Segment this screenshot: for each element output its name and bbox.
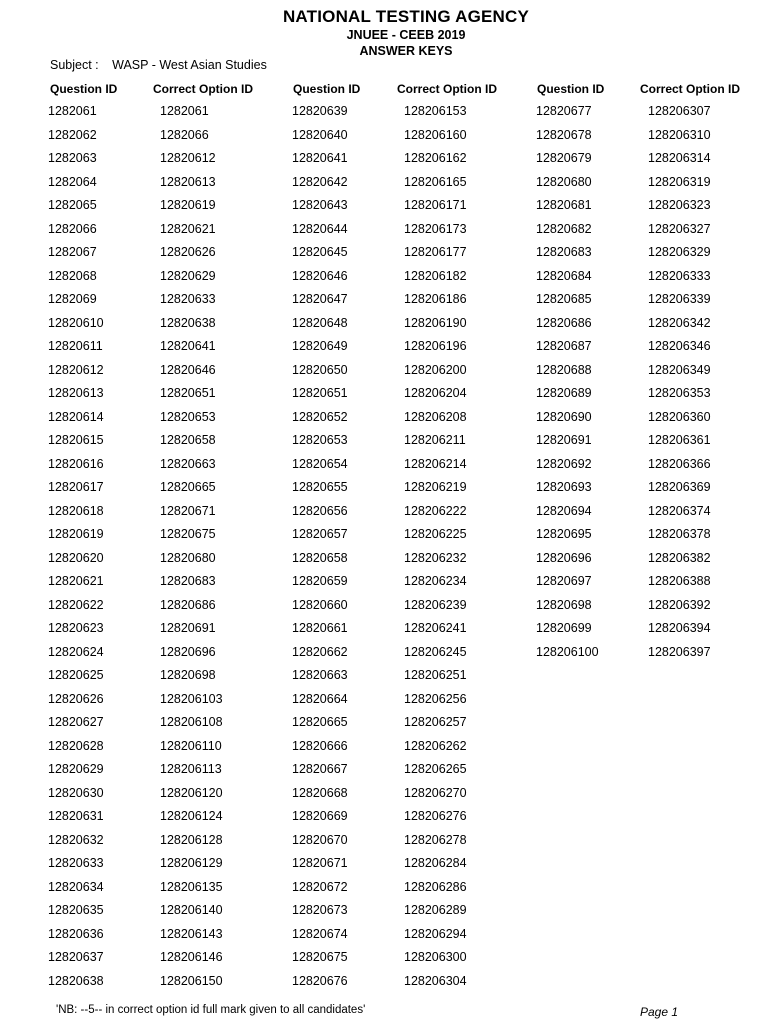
question-id-cell: 12820695 xyxy=(536,527,592,541)
correct-option-id-cell: 128206382 xyxy=(648,550,711,565)
question-id-cell: 12820674 xyxy=(292,926,348,941)
column-header-question-id-3: Question ID xyxy=(537,82,605,96)
question-id-cell: 12820612 xyxy=(48,362,104,377)
question-id-cell: 12820675 xyxy=(292,950,348,964)
question-id-cell: 12820698 xyxy=(536,597,592,612)
correct-option-id-cell: 12820633 xyxy=(160,292,216,306)
correct-option-id-cell: 128206128 xyxy=(160,832,223,847)
question-id-cell: 12820676 xyxy=(292,973,348,988)
question-id-cell: 12820648 xyxy=(292,315,348,330)
correct-option-id-cell: 128206361 xyxy=(648,433,711,447)
question-id-cell: 12820647 xyxy=(292,292,348,306)
correct-option-id-cell: 128206304 xyxy=(404,973,467,988)
question-id-cell: 12820686 xyxy=(536,315,592,330)
correct-option-id-cell: 128206225 xyxy=(404,527,467,541)
correct-option-id-cell: 12820653 xyxy=(160,409,216,424)
correct-option-id-cell: 128206314 xyxy=(648,151,711,165)
correct-option-id-cell: 128206110 xyxy=(160,738,222,753)
correct-option-id-cell: 128206257 xyxy=(404,715,467,729)
correct-option-id-cell: 128206211 xyxy=(404,433,466,447)
question-id-cell: 12820699 xyxy=(536,621,592,635)
question-id-cell: 12820669 xyxy=(292,809,348,823)
question-id-cell: 12820664 xyxy=(292,691,348,706)
column-header-question-id-1: Question ID xyxy=(50,82,118,96)
correct-option-id-cell: 12820686 xyxy=(160,597,216,612)
question-id-cell: 12820645 xyxy=(292,245,348,259)
question-id-cell: 12820680 xyxy=(536,174,592,189)
correct-option-id-cell: 128206150 xyxy=(160,973,223,988)
question-id-cell: 12820665 xyxy=(292,715,348,729)
question-id-cell: 12820618 xyxy=(48,503,104,518)
question-id-cell: 12820633 xyxy=(48,856,104,870)
question-id-cell: 1282061 xyxy=(48,104,97,118)
correct-option-id-cell: 128206349 xyxy=(648,362,711,377)
question-id-cell: 12820614 xyxy=(48,409,104,424)
correct-option-id-cell: 128206200 xyxy=(404,362,467,377)
question-id-cell: 12820610 xyxy=(48,315,104,330)
correct-option-id-cell: 128206160 xyxy=(404,127,467,142)
question-id-cell: 12820657 xyxy=(292,527,348,541)
correct-option-id-cell: 128206366 xyxy=(648,456,711,471)
question-id-cell: 12820693 xyxy=(536,480,592,494)
question-id-cell: 1282068 xyxy=(48,268,97,283)
correct-option-id-cell: 128206173 xyxy=(404,221,467,236)
question-id-cell: 12820688 xyxy=(536,362,592,377)
correct-option-id-cell: 12820638 xyxy=(160,315,216,330)
question-id-cell: 12820617 xyxy=(48,480,104,494)
correct-option-id-cell: 128206162 xyxy=(404,151,467,165)
correct-option-id-cell: 128206369 xyxy=(648,480,711,494)
correct-option-id-cell: 128206256 xyxy=(404,691,467,706)
question-id-cell: 12820611 xyxy=(48,339,103,353)
question-id-cell: 12820616 xyxy=(48,456,104,471)
question-id-cell: 12820661 xyxy=(292,621,348,635)
footer-note: 'NB: --5-- in correct option id full mark given to all candidates' xyxy=(56,1004,366,1016)
question-id-cell: 12820692 xyxy=(536,456,592,471)
question-id-cell: 12820682 xyxy=(536,221,592,236)
question-id-cell: 12820642 xyxy=(292,174,348,189)
question-id-cell: 12820636 xyxy=(48,926,104,941)
correct-option-id-cell: 128206171 xyxy=(404,198,467,212)
correct-option-id-cell: 128206307 xyxy=(648,104,711,118)
question-id-cell: 12820619 xyxy=(48,527,104,541)
correct-option-id-cell: 128206113 xyxy=(160,762,222,776)
correct-option-id-cell: 12820698 xyxy=(160,668,216,682)
question-id-cell: 12820678 xyxy=(536,127,592,142)
correct-option-id-cell: 128206219 xyxy=(404,480,467,494)
correct-option-id-cell: 128206204 xyxy=(404,386,467,400)
question-id-cell: 1282067 xyxy=(48,245,97,259)
column-header-question-id-2: Question ID xyxy=(293,82,361,96)
correct-option-id-cell: 128206353 xyxy=(648,386,711,400)
question-id-cell: 12820691 xyxy=(536,433,592,447)
correct-option-id-cell: 12820651 xyxy=(160,386,216,400)
question-id-cell: 12820685 xyxy=(536,292,592,306)
correct-option-id-cell: 128206289 xyxy=(404,903,467,917)
correct-option-id-cell: 128206129 xyxy=(160,856,223,870)
question-id-cell: 12820673 xyxy=(292,903,348,917)
question-id-cell: 12820654 xyxy=(292,456,348,471)
question-id-cell: 12820659 xyxy=(292,574,348,588)
correct-option-id-cell: 1282066 xyxy=(160,127,209,142)
question-id-cell: 12820649 xyxy=(292,339,348,353)
correct-option-id-cell: 128206310 xyxy=(648,127,711,142)
question-id-cell: 12820622 xyxy=(48,597,104,612)
question-id-cell: 12820690 xyxy=(536,409,592,424)
correct-option-id-cell: 12820629 xyxy=(160,268,216,283)
correct-option-id-cell: 128206232 xyxy=(404,550,467,565)
correct-option-id-cell: 12820691 xyxy=(160,621,216,635)
question-id-cell: 12820646 xyxy=(292,268,348,283)
question-id-cell: 1282065 xyxy=(48,198,97,212)
correct-option-id-cell: 12820658 xyxy=(160,433,216,447)
subject-value: WASP - West Asian Studies xyxy=(112,58,267,72)
question-id-cell: 12820651 xyxy=(292,386,348,400)
correct-option-id-column-3 xyxy=(648,103,711,667)
question-id-cell: 12820625 xyxy=(48,668,104,682)
column-header-correct-option-id-3: Correct Option ID xyxy=(640,82,741,96)
question-id-column-3 xyxy=(536,103,599,667)
question-id-cell: 12820681 xyxy=(536,198,592,212)
correct-option-id-cell: 128206333 xyxy=(648,268,711,283)
correct-option-id-cell: 128206397 xyxy=(648,644,711,659)
correct-option-id-column-1 xyxy=(160,103,223,996)
correct-option-id-cell: 128206182 xyxy=(404,268,467,283)
correct-option-id-cell: 128206270 xyxy=(404,785,467,800)
correct-option-id-cell: 128206143 xyxy=(160,926,223,941)
question-id-cell: 12820694 xyxy=(536,503,592,518)
correct-option-id-cell: 128206329 xyxy=(648,245,711,259)
question-id-cell: 12820689 xyxy=(536,386,592,400)
question-id-cell: 12820684 xyxy=(536,268,592,283)
correct-option-id-cell: 128206165 xyxy=(404,174,467,189)
question-id-cell: 12820652 xyxy=(292,409,348,424)
correct-option-id-cell: 12820675 xyxy=(160,527,216,541)
correct-option-id-cell: 12820683 xyxy=(160,574,216,588)
correct-option-id-cell: 128206327 xyxy=(648,221,711,236)
question-id-cell: 12820630 xyxy=(48,785,104,800)
subject-line xyxy=(50,58,267,72)
correct-option-id-cell: 128206276 xyxy=(404,809,467,823)
correct-option-id-cell: 12820665 xyxy=(160,480,216,494)
correct-option-id-cell: 128206300 xyxy=(404,950,467,964)
correct-option-id-cell: 128206262 xyxy=(404,738,467,753)
question-id-cell: 12820668 xyxy=(292,785,348,800)
correct-option-id-cell: 12820663 xyxy=(160,456,216,471)
question-id-cell: 12820677 xyxy=(536,104,592,118)
question-id-cell: 12820671 xyxy=(292,856,348,870)
question-id-cell: 12820627 xyxy=(48,715,104,729)
question-id-column-2 xyxy=(292,103,348,996)
question-id-cell: 12820637 xyxy=(48,950,104,964)
question-id-cell: 12820641 xyxy=(292,151,348,165)
question-id-cell: 12820666 xyxy=(292,738,348,753)
correct-option-id-cell: 128206374 xyxy=(648,503,711,518)
correct-option-id-cell: 128206177 xyxy=(404,245,467,259)
correct-option-id-cell: 128206186 xyxy=(404,292,467,306)
question-id-cell: 12820640 xyxy=(292,127,348,142)
question-id-cell: 12820663 xyxy=(292,668,348,682)
question-id-cell: 12820623 xyxy=(48,621,104,635)
exam-name: JNUEE - CEEB 2019 xyxy=(346,28,466,42)
correct-option-id-cell: 12820671 xyxy=(160,503,216,518)
correct-option-id-cell: 128206251 xyxy=(404,668,467,682)
question-id-cell: 12820620 xyxy=(48,550,104,565)
question-id-cell: 128206100 xyxy=(536,644,599,659)
correct-option-id-cell: 128206323 xyxy=(648,198,711,212)
page-number: Page 1 xyxy=(640,1005,679,1019)
question-id-cell: 12820628 xyxy=(48,738,104,753)
question-id-cell: 12820662 xyxy=(292,644,348,659)
correct-option-id-cell: 128206245 xyxy=(404,644,467,659)
question-id-cell: 12820639 xyxy=(292,104,348,118)
correct-option-id-cell: 128206241 xyxy=(404,621,467,635)
question-id-cell: 12820624 xyxy=(48,644,104,659)
correct-option-id-cell: 12820613 xyxy=(160,174,216,189)
question-id-cell: 12820613 xyxy=(48,386,104,400)
correct-option-id-cell: 128206388 xyxy=(648,574,711,588)
document-type: ANSWER KEYS xyxy=(359,44,453,58)
question-id-cell: 12820621 xyxy=(48,574,104,588)
question-id-cell: 12820634 xyxy=(48,879,104,894)
question-id-cell: 12820670 xyxy=(292,832,348,847)
question-id-cell: 12820635 xyxy=(48,903,104,917)
correct-option-id-cell: 128206294 xyxy=(404,926,467,941)
question-id-cell: 1282066 xyxy=(48,221,97,236)
correct-option-id-cell: 12820626 xyxy=(160,245,216,259)
correct-option-id-cell: 128206239 xyxy=(404,597,467,612)
question-id-cell: 12820632 xyxy=(48,832,104,847)
correct-option-id-cell: 128206234 xyxy=(404,574,467,588)
correct-option-id-cell: 12820680 xyxy=(160,550,216,565)
correct-option-id-cell: 128206319 xyxy=(648,174,711,189)
question-id-cell: 12820653 xyxy=(292,433,348,447)
question-id-cell: 12820660 xyxy=(292,597,348,612)
correct-option-id-cell: 128206153 xyxy=(404,104,467,118)
correct-option-id-cell: 128206146 xyxy=(160,950,223,964)
correct-option-id-cell: 128206265 xyxy=(404,762,467,776)
question-id-cell: 12820656 xyxy=(292,503,348,518)
question-id-cell: 12820667 xyxy=(292,762,348,776)
question-id-cell: 12820629 xyxy=(48,762,104,776)
correct-option-id-cell: 128206360 xyxy=(648,409,711,424)
question-id-cell: 12820643 xyxy=(292,198,348,212)
subject-label: Subject : xyxy=(50,58,99,72)
question-id-cell: 12820626 xyxy=(48,691,104,706)
question-id-cell: 12820655 xyxy=(292,480,348,494)
correct-option-id-cell: 128206108 xyxy=(160,715,223,729)
question-id-cell: 12820644 xyxy=(292,221,348,236)
correct-option-id-cell: 128206190 xyxy=(404,315,467,330)
correct-option-id-cell: 128206120 xyxy=(160,785,223,800)
question-id-cell: 12820615 xyxy=(48,433,104,447)
correct-option-id-cell: 12820641 xyxy=(160,339,216,353)
question-id-cell: 12820696 xyxy=(536,550,592,565)
question-id-cell: 1282063 xyxy=(48,151,97,165)
document-title: NATIONAL TESTING AGENCY xyxy=(282,7,530,26)
question-id-cell: 12820631 xyxy=(48,809,104,823)
question-id-cell: 1282062 xyxy=(48,127,97,142)
correct-option-id-cell: 128206394 xyxy=(648,621,711,635)
question-id-cell: 1282064 xyxy=(48,174,97,189)
correct-option-id-cell: 128206103 xyxy=(160,691,223,706)
correct-option-id-cell: 128206392 xyxy=(648,597,711,612)
correct-option-id-cell: 128206124 xyxy=(160,809,223,823)
correct-option-id-cell: 128206346 xyxy=(648,339,711,353)
correct-option-id-cell: 128206378 xyxy=(648,527,711,541)
correct-option-id-cell: 12820619 xyxy=(160,198,216,212)
question-id-cell: 12820679 xyxy=(536,151,592,165)
correct-option-id-cell: 12820612 xyxy=(160,151,216,165)
column-header-correct-option-id-2: Correct Option ID xyxy=(397,82,498,96)
correct-option-id-column-2 xyxy=(404,103,467,996)
question-id-cell: 12820638 xyxy=(48,973,104,988)
correct-option-id-cell: 128206286 xyxy=(404,879,467,894)
question-id-cell: 12820658 xyxy=(292,550,348,565)
correct-option-id-cell: 128206339 xyxy=(648,292,711,306)
question-id-column-1 xyxy=(48,103,104,996)
question-id-cell: 12820687 xyxy=(536,339,592,353)
question-id-cell: 12820672 xyxy=(292,879,348,894)
question-id-cell: 12820683 xyxy=(536,245,592,259)
correct-option-id-cell: 128206135 xyxy=(160,879,223,894)
correct-option-id-cell: 128206278 xyxy=(404,832,467,847)
column-header-correct-option-id-1: Correct Option ID xyxy=(153,82,254,96)
correct-option-id-cell: 1282061 xyxy=(160,104,209,118)
question-id-cell: 12820650 xyxy=(292,362,348,377)
correct-option-id-cell: 12820646 xyxy=(160,362,216,377)
correct-option-id-cell: 128206342 xyxy=(648,315,711,330)
correct-option-id-cell: 128206208 xyxy=(404,409,467,424)
correct-option-id-cell: 128206284 xyxy=(404,856,467,870)
correct-option-id-cell: 128206140 xyxy=(160,903,223,917)
question-id-cell: 1282069 xyxy=(48,292,97,306)
question-id-cell: 12820697 xyxy=(536,574,592,588)
correct-option-id-cell: 128206222 xyxy=(404,503,467,518)
correct-option-id-cell: 12820696 xyxy=(160,644,216,659)
correct-option-id-cell: 128206214 xyxy=(404,456,467,471)
correct-option-id-cell: 12820621 xyxy=(160,221,216,236)
correct-option-id-cell: 128206196 xyxy=(404,339,467,353)
